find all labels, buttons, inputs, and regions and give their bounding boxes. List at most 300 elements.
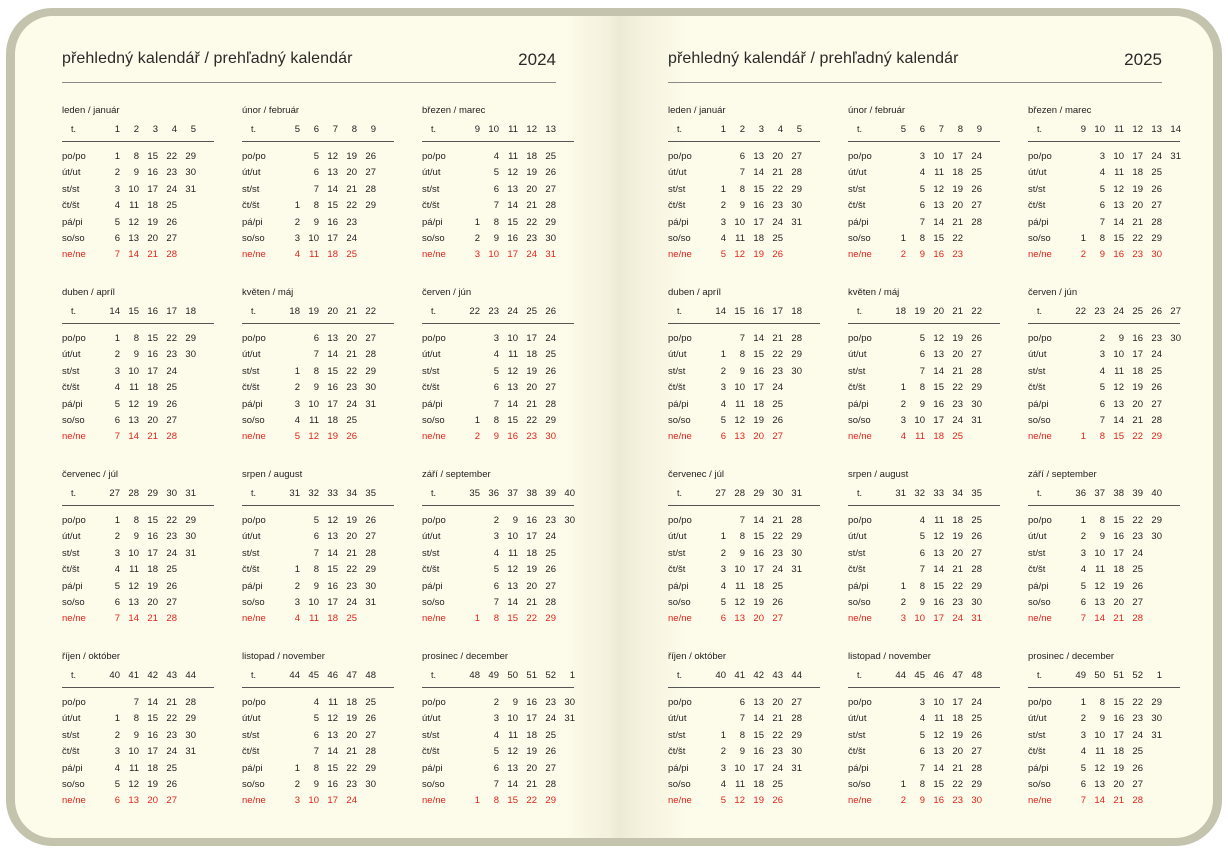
date-cell: 20	[526, 183, 537, 195]
date-cell: 30	[365, 779, 376, 790]
weekday-row	[242, 184, 422, 198]
weekday-row	[668, 167, 848, 181]
date-cell: 19	[147, 398, 158, 410]
date-cell: 4	[720, 779, 726, 790]
date-cell: 5	[1099, 382, 1105, 394]
week-number: 31	[289, 488, 300, 499]
date-cell: 19	[1113, 580, 1124, 592]
week-number: 42	[147, 670, 158, 681]
day-label: st/st	[242, 547, 260, 559]
weekday-row	[1028, 217, 1208, 231]
date-cell: 2	[474, 233, 480, 244]
date-cell: 1	[114, 713, 120, 725]
date-cell: 25	[545, 151, 556, 162]
date-cell: 29	[365, 200, 376, 212]
weekday-row	[848, 697, 1028, 711]
date-cell: 20	[526, 382, 537, 394]
date-cell: 8	[493, 216, 499, 228]
week-numbers-row	[62, 488, 214, 502]
weekday-row	[62, 415, 242, 429]
date-cell: 1	[294, 365, 300, 377]
day-label: so/so	[1028, 233, 1051, 244]
day-label: st/st	[668, 729, 686, 741]
date-cell: 10	[308, 233, 319, 244]
date-cell: 19	[753, 795, 764, 807]
date-cell: 7	[919, 564, 925, 576]
date-cell: 16	[507, 431, 518, 443]
week-number: 12	[1132, 124, 1143, 135]
date-cell: 20	[952, 746, 963, 758]
month-name: srpen / august	[848, 469, 909, 480]
day-label: pá/pi	[1028, 762, 1049, 774]
date-cell: 9	[133, 167, 139, 179]
date-cell: 13	[933, 746, 944, 758]
date-cell: 17	[507, 249, 518, 261]
week-number: 5	[796, 124, 802, 135]
date-cell: 19	[526, 564, 537, 576]
sunday-row	[62, 249, 242, 263]
date-cell: 8	[313, 200, 319, 212]
date-cell: 27	[1132, 779, 1143, 790]
date-cell: 13	[734, 431, 745, 443]
date-cell: 16	[327, 216, 338, 228]
date-cell: 23	[772, 200, 783, 212]
date-cell: 3	[114, 183, 120, 195]
month-block	[62, 287, 242, 469]
day-label: po/po	[62, 515, 86, 526]
date-cell: 24	[346, 233, 357, 244]
week-row-divider	[668, 687, 820, 688]
date-cell: 20	[952, 547, 963, 559]
week-abbreviation: t.	[857, 124, 863, 134]
week-number: 8	[351, 124, 357, 135]
date-cell: 14	[507, 597, 518, 608]
week-number: 43	[772, 670, 783, 681]
date-cell: 16	[327, 382, 338, 394]
day-label: út/ut	[242, 167, 261, 179]
week-number: 31	[895, 488, 906, 499]
date-cell: 22	[772, 531, 783, 543]
header-divider	[62, 82, 556, 83]
date-cell: 17	[526, 713, 537, 725]
date-cell: 26	[1132, 580, 1143, 592]
date-cell: 17	[327, 597, 338, 608]
week-number: 27	[109, 488, 120, 499]
date-cell: 8	[739, 531, 745, 543]
weekday-row	[848, 200, 1028, 214]
day-label: út/ut	[848, 349, 867, 361]
date-cell: 3	[900, 613, 906, 625]
day-label: po/po	[1028, 515, 1052, 526]
date-cell: 13	[507, 183, 518, 195]
day-label: po/po	[242, 151, 266, 162]
week-row-divider	[848, 505, 1000, 506]
date-cell: 17	[147, 547, 158, 559]
date-cell: 16	[1113, 531, 1124, 543]
date-cell: 8	[313, 365, 319, 377]
date-cell: 15	[1113, 697, 1124, 708]
week-number: 37	[1094, 488, 1105, 499]
date-cell: 29	[185, 713, 196, 725]
date-cell: 22	[952, 233, 963, 244]
week-number: 14	[715, 306, 726, 317]
date-cell: 17	[147, 746, 158, 758]
date-cell: 13	[327, 167, 338, 179]
date-cell: 18	[1113, 564, 1124, 576]
date-cell: 31	[971, 613, 982, 625]
date-cell: 28	[1132, 613, 1143, 625]
date-cell: 7	[133, 697, 139, 708]
date-cell: 11	[1114, 167, 1124, 179]
date-cell: 22	[166, 151, 177, 162]
date-cell: 17	[753, 762, 764, 774]
date-cell: 25	[772, 580, 783, 592]
date-cell: 6	[739, 697, 745, 708]
page-header	[668, 50, 1162, 70]
date-cell: 3	[720, 382, 726, 394]
weekday-row	[422, 779, 602, 793]
week-row-divider	[1028, 687, 1180, 688]
date-cell: 19	[147, 779, 158, 790]
date-cell: 3	[114, 365, 120, 377]
date-cell: 14	[933, 762, 944, 774]
day-label: čt/št	[668, 200, 686, 212]
date-cell: 31	[185, 547, 196, 559]
date-cell: 12	[933, 531, 944, 543]
weekday-row	[1028, 349, 1208, 363]
date-cell: 16	[147, 167, 158, 179]
month-block	[422, 469, 602, 651]
date-cell: 8	[133, 333, 139, 344]
header-divider	[668, 82, 1162, 83]
date-cell: 7	[493, 398, 499, 410]
month-block	[848, 105, 1028, 287]
date-cell: 1	[474, 613, 480, 625]
date-cell: 27	[772, 431, 783, 443]
week-number: 22	[1075, 306, 1086, 317]
day-label: pá/pi	[242, 216, 263, 228]
date-cell: 12	[128, 398, 139, 410]
day-label: čt/št	[668, 746, 686, 758]
date-cell: 2	[900, 398, 906, 410]
date-cell: 25	[365, 697, 376, 708]
date-cell: 22	[346, 762, 357, 774]
date-cell: 20	[772, 151, 783, 162]
day-label: čt/št	[668, 564, 686, 576]
date-cell: 10	[734, 216, 745, 228]
date-cell: 11	[1095, 746, 1105, 758]
day-label: so/so	[62, 415, 85, 426]
date-cell: 26	[545, 746, 556, 758]
week-abbreviation: t.	[431, 488, 437, 498]
date-cell: 8	[493, 795, 499, 807]
date-cell: 26	[772, 415, 783, 426]
weekday-row	[422, 531, 602, 545]
date-cell: 10	[1113, 151, 1124, 162]
date-cell: 24	[1151, 349, 1162, 361]
weekday-row	[242, 779, 422, 793]
date-cell: 19	[346, 151, 357, 162]
date-cell: 10	[308, 398, 319, 410]
weekday-row	[1028, 713, 1208, 727]
date-cell: 31	[791, 216, 802, 228]
month-block	[668, 287, 848, 469]
weekday-row	[62, 333, 242, 347]
date-cell: 26	[971, 531, 982, 543]
date-cell: 19	[1132, 183, 1143, 195]
weekday-row	[242, 713, 422, 727]
date-cell: 13	[753, 697, 764, 708]
month-block	[62, 651, 242, 833]
date-cell: 25	[545, 547, 556, 559]
date-cell: 11	[129, 200, 139, 212]
date-cell: 26	[1132, 762, 1143, 774]
week-numbers-row	[848, 306, 1000, 320]
day-label: st/st	[1028, 729, 1046, 741]
date-cell: 12	[308, 431, 319, 443]
day-label: ne/ne	[668, 431, 692, 443]
week-number: 40	[564, 488, 575, 499]
date-cell: 28	[971, 365, 982, 377]
date-cell: 12	[734, 415, 745, 426]
week-number: 44	[791, 670, 802, 681]
day-label: ne/ne	[668, 249, 692, 261]
date-cell: 26	[772, 249, 783, 261]
week-numbers-row	[422, 306, 574, 320]
date-cell: 15	[507, 613, 518, 625]
date-cell: 12	[128, 580, 139, 592]
weekday-row	[668, 697, 848, 711]
date-cell: 2	[493, 515, 499, 526]
day-label: pá/pi	[422, 762, 443, 774]
date-cell: 22	[1132, 233, 1143, 244]
week-row-divider	[1028, 323, 1180, 324]
date-cell: 31	[1170, 151, 1181, 162]
month-block	[668, 651, 848, 833]
week-numbers-row	[422, 670, 574, 684]
date-cell: 29	[545, 795, 556, 807]
day-label: út/ut	[242, 349, 261, 361]
date-cell: 16	[933, 249, 944, 261]
weekday-row	[62, 564, 242, 578]
date-cell: 27	[166, 795, 177, 807]
date-cell: 4	[294, 415, 300, 426]
date-cell: 23	[772, 746, 783, 758]
date-cell: 22	[166, 515, 177, 526]
day-label: ne/ne	[848, 613, 872, 625]
week-number: 48	[365, 670, 376, 681]
week-row-divider	[242, 505, 394, 506]
date-cell: 23	[952, 249, 963, 261]
date-cell: 12	[507, 564, 518, 576]
day-label: pá/pi	[422, 216, 443, 228]
date-cell: 25	[1151, 365, 1162, 377]
week-row-divider	[242, 687, 394, 688]
week-number: 32	[308, 488, 319, 499]
date-cell: 27	[166, 233, 177, 244]
weekday-row	[62, 531, 242, 545]
date-cell: 16	[1132, 333, 1143, 344]
date-cell: 10	[507, 333, 518, 344]
day-label: st/st	[62, 729, 80, 741]
date-cell: 30	[1151, 531, 1162, 543]
month-name: leden / január	[668, 105, 726, 116]
week-number: 46	[327, 670, 338, 681]
date-cell: 20	[772, 697, 783, 708]
date-cell: 6	[493, 580, 499, 592]
date-cell: 15	[933, 382, 944, 394]
date-cell: 24	[346, 795, 357, 807]
weekday-row	[422, 763, 602, 777]
day-label: po/po	[848, 151, 872, 162]
date-cell: 21	[346, 183, 357, 195]
day-label: so/so	[242, 415, 265, 426]
date-cell: 29	[545, 216, 556, 228]
date-cell: 18	[1132, 365, 1143, 377]
weekday-row	[668, 382, 848, 396]
date-cell: 19	[952, 333, 963, 344]
date-cell: 25	[1132, 746, 1143, 758]
week-numbers-row	[848, 124, 1000, 138]
date-cell: 25	[1132, 564, 1143, 576]
date-cell: 30	[564, 515, 575, 526]
weekday-row	[62, 697, 242, 711]
weekday-row	[242, 333, 422, 347]
week-number: 47	[346, 670, 357, 681]
day-label: ne/ne	[242, 249, 266, 261]
date-cell: 19	[526, 365, 537, 377]
date-cell: 24	[346, 597, 357, 608]
day-label: so/so	[1028, 415, 1051, 426]
day-label: po/po	[1028, 333, 1052, 344]
date-cell: 22	[526, 795, 537, 807]
date-cell: 11	[309, 249, 319, 261]
day-label: ne/ne	[848, 431, 872, 443]
date-cell: 23	[772, 365, 783, 377]
week-row-divider	[422, 323, 574, 324]
week-number: 50	[1094, 670, 1105, 681]
date-cell: 29	[971, 779, 982, 790]
date-cell: 15	[147, 151, 158, 162]
week-numbers-row	[1028, 488, 1180, 502]
week-abbreviation: t.	[1037, 488, 1043, 498]
weekday-row	[1028, 366, 1208, 380]
day-label: čt/št	[62, 564, 80, 576]
sunday-row	[242, 795, 422, 809]
weekday-row	[62, 151, 242, 165]
day-label: ne/ne	[422, 613, 446, 625]
weekday-row	[848, 366, 1028, 380]
date-cell: 24	[545, 713, 556, 725]
date-cell: 24	[166, 183, 177, 195]
week-number: 10	[488, 124, 499, 135]
date-cell: 11	[735, 398, 745, 410]
date-cell: 7	[739, 333, 745, 344]
date-cell: 19	[753, 415, 764, 426]
date-cell: 4	[919, 167, 925, 179]
date-cell: 21	[952, 564, 963, 576]
date-cell: 17	[327, 233, 338, 244]
sunday-row	[242, 431, 422, 445]
date-cell: 11	[735, 779, 745, 790]
date-cell: 17	[933, 613, 944, 625]
date-cell: 2	[474, 431, 480, 443]
date-cell: 21	[526, 200, 537, 212]
week-number: 36	[488, 488, 499, 499]
week-number: 41	[128, 670, 139, 681]
week-number: 22	[971, 306, 982, 317]
date-cell: 21	[346, 547, 357, 559]
date-cell: 3	[493, 713, 499, 725]
page-title: přehledný kalendář / prehľadný kalendár	[668, 50, 959, 67]
day-label: po/po	[242, 515, 266, 526]
date-cell: 23	[952, 398, 963, 410]
weekday-row	[422, 746, 602, 760]
date-cell: 10	[128, 183, 139, 195]
week-numbers-row	[1028, 124, 1180, 138]
day-label: út/ut	[62, 349, 81, 361]
date-cell: 1	[294, 564, 300, 576]
weekday-row	[668, 333, 848, 347]
date-cell: 2	[114, 729, 120, 741]
date-cell: 29	[365, 762, 376, 774]
weekday-row	[242, 233, 422, 247]
date-cell: 13	[933, 547, 944, 559]
weekday-row	[422, 167, 602, 181]
date-cell: 30	[564, 697, 575, 708]
sunday-row	[422, 431, 602, 445]
month-name: únor / február	[242, 105, 300, 116]
weekday-row	[242, 531, 422, 545]
weekday-row	[422, 366, 602, 380]
weekday-row	[242, 581, 422, 595]
month-name: červenec / júl	[668, 469, 724, 480]
weekday-row	[848, 515, 1028, 529]
date-cell: 18	[346, 697, 357, 708]
week-number: 35	[971, 488, 982, 499]
date-cell: 10	[914, 613, 925, 625]
date-cell: 20	[952, 200, 963, 212]
weekday-row	[668, 151, 848, 165]
date-cell: 9	[919, 249, 925, 261]
weekday-row	[242, 151, 422, 165]
week-numbers-row	[62, 670, 214, 684]
weekday-row	[422, 382, 602, 396]
month-block	[62, 469, 242, 651]
week-number: 11	[1114, 124, 1124, 135]
date-cell: 12	[327, 515, 338, 526]
date-cell: 29	[971, 580, 982, 592]
weekday-row	[242, 217, 422, 231]
date-cell: 15	[753, 531, 764, 543]
day-label: st/st	[62, 365, 80, 377]
date-cell: 21	[772, 713, 783, 725]
day-label: so/so	[848, 415, 871, 426]
date-cell: 16	[327, 779, 338, 790]
date-cell: 24	[971, 697, 982, 708]
week-number: 7	[332, 124, 338, 135]
date-cell: 5	[720, 249, 726, 261]
date-cell: 15	[147, 515, 158, 526]
date-cell: 10	[933, 151, 944, 162]
day-label: út/ut	[242, 531, 261, 543]
date-cell: 6	[1099, 200, 1105, 212]
week-abbreviation: t.	[251, 670, 257, 680]
month-name: říjen / október	[668, 651, 727, 662]
date-cell: 22	[772, 729, 783, 741]
date-cell: 5	[313, 713, 319, 725]
date-cell: 30	[365, 580, 376, 592]
